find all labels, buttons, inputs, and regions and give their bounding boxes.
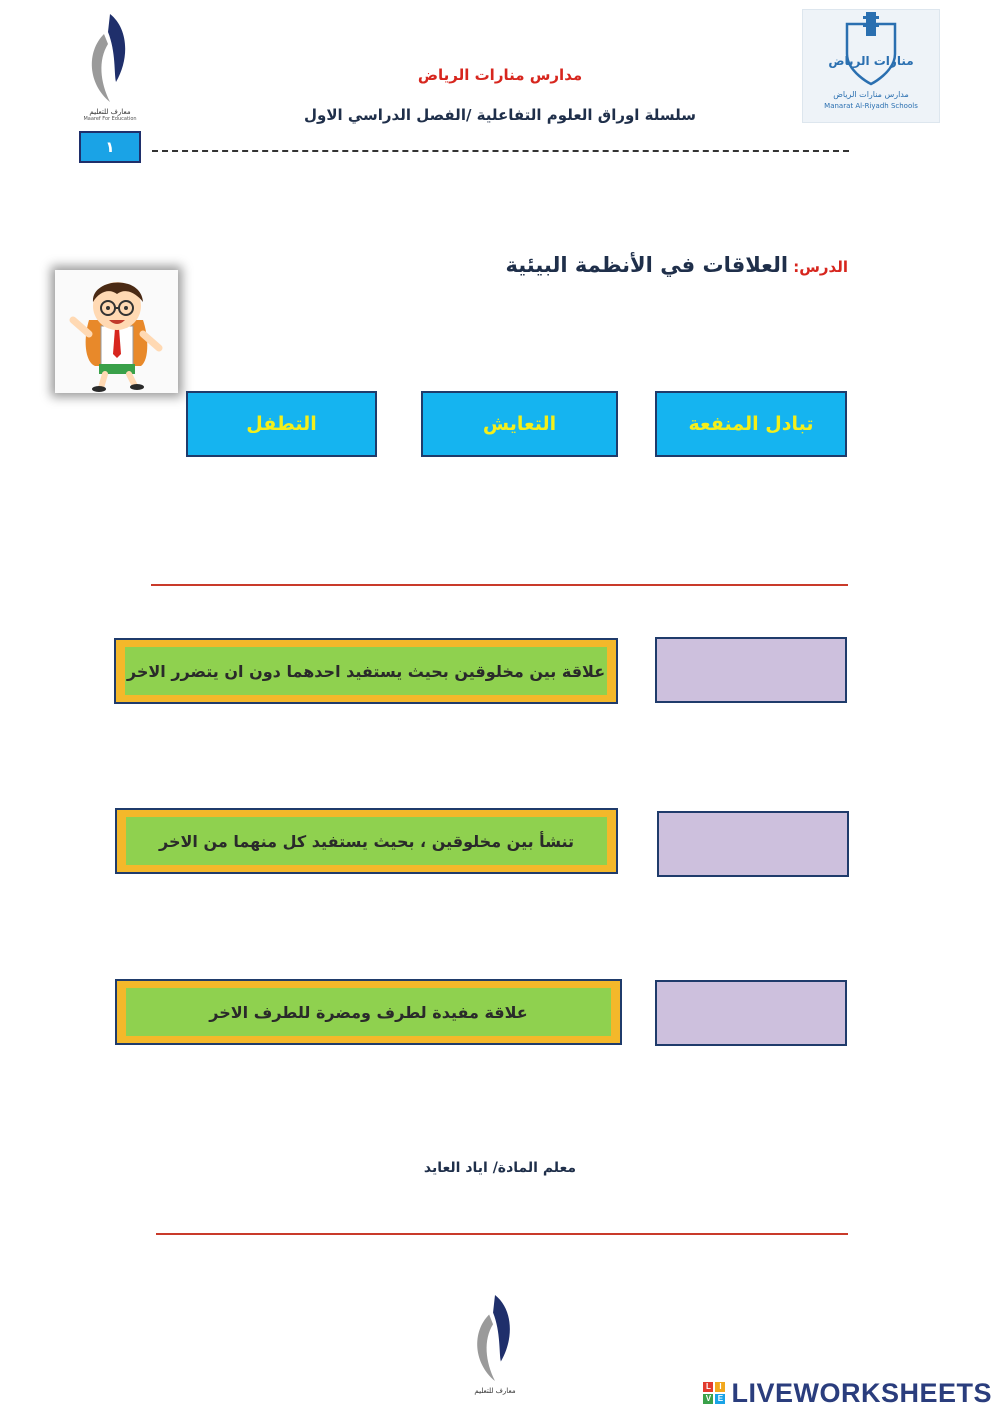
badge-letter-e: E bbox=[715, 1394, 725, 1404]
publisher-logo bbox=[70, 12, 150, 122]
badge-letter-l: L bbox=[703, 1382, 713, 1392]
lesson-title: العلاقات في الأنظمة البيئية bbox=[505, 253, 789, 277]
student-illustration bbox=[55, 270, 178, 393]
term-card-mutualism[interactable]: تبادل المنفعة bbox=[655, 391, 847, 457]
school-name: مدارس منارات الرياض bbox=[417, 66, 583, 84]
answer-dropzone-2[interactable] bbox=[657, 811, 849, 877]
school-shield-icon bbox=[803, 10, 939, 90]
badge-letter-i: I bbox=[715, 1382, 725, 1392]
term-card-commensalism[interactable]: التعايش bbox=[421, 391, 618, 457]
school-logo-arabic: منارات الرياض bbox=[828, 54, 914, 68]
definition-3-text: علاقة مفيدة لطرف ومضرة للطرف الاخر bbox=[126, 988, 611, 1036]
section-divider bbox=[151, 584, 848, 586]
definition-2-text: تنشأ بين مخلوقين ، بحيث يستفيد كل منهما من الاخر bbox=[126, 817, 607, 865]
definition-2 bbox=[115, 808, 618, 874]
school-logo bbox=[802, 9, 940, 123]
school-logo-arabic-sub: مدارس منارات الرياض bbox=[833, 90, 909, 99]
publisher-logo-icon bbox=[70, 12, 150, 104]
liveworksheets-brand[interactable] bbox=[703, 1373, 992, 1413]
publisher-logo-text: معارف للتعليم bbox=[89, 108, 131, 116]
term-card-parasitism[interactable]: التطفل bbox=[186, 391, 377, 457]
definition-1-text: علاقة بين مخلوقين بحيث يستفيد احدهما دون ان يتضرر الاخر bbox=[125, 647, 607, 695]
lesson-heading bbox=[505, 253, 848, 277]
badge-letter-v: V bbox=[703, 1394, 713, 1404]
definition-3 bbox=[115, 979, 622, 1045]
definition-1 bbox=[114, 638, 618, 704]
sheet-number: ١ bbox=[79, 131, 141, 163]
footer-publisher-logo bbox=[455, 1293, 535, 1403]
publisher-logo-subtext: Maaref For Education bbox=[83, 116, 137, 122]
answer-dropzone-3[interactable] bbox=[655, 980, 847, 1046]
footer-divider bbox=[156, 1233, 848, 1235]
liveworksheets-badge-icon bbox=[703, 1382, 725, 1404]
lesson-label: الدرس: bbox=[793, 258, 848, 276]
student-cartoon-icon bbox=[55, 270, 178, 393]
school-logo-english: Manarat Al-Riyadh Schools bbox=[824, 102, 918, 110]
footer-publisher-text: معارف للتعليم bbox=[474, 1387, 516, 1395]
liveworksheets-text: LIVEWORKSHEETS bbox=[731, 1377, 992, 1408]
footer-publisher-logo-icon bbox=[455, 1293, 535, 1383]
series-title: سلسلة اوراق العلوم التفاعلية /الفصل الدراسي الاول bbox=[303, 106, 697, 124]
answer-dropzone-1[interactable] bbox=[655, 637, 847, 703]
teacher-name: معلم المادة/ اياد العايد bbox=[423, 1160, 577, 1176]
header-divider bbox=[152, 150, 849, 152]
